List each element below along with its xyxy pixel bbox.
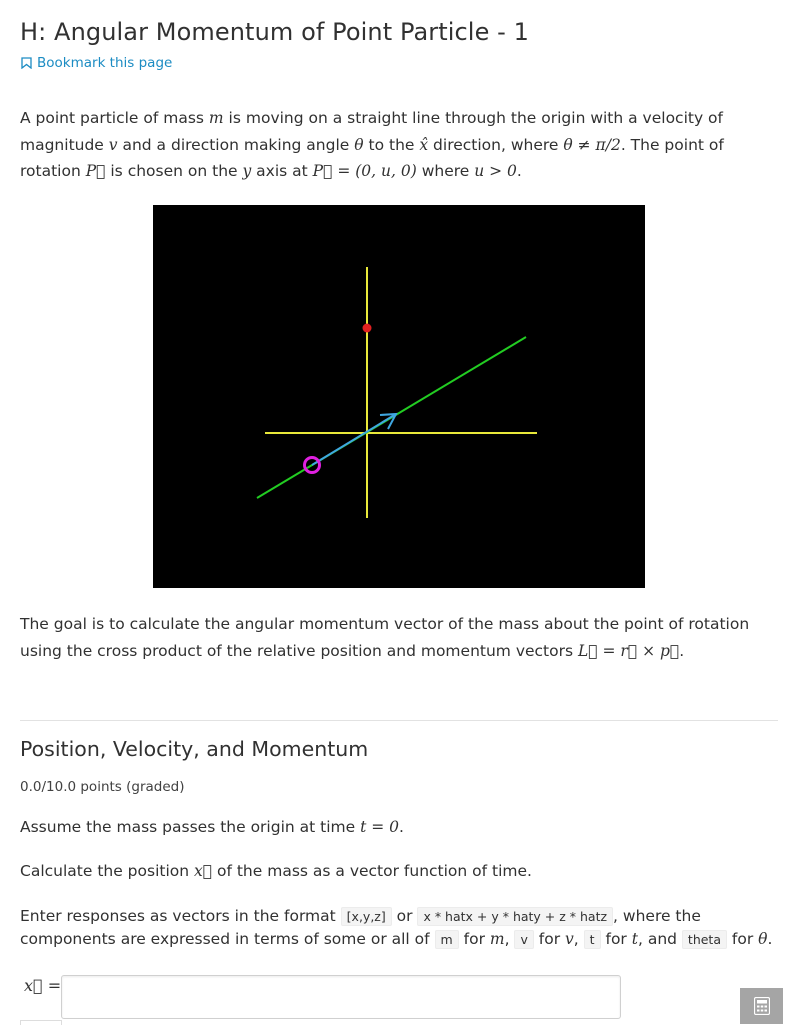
pivot-point	[363, 324, 372, 333]
format-code-hat: x * hatx + y * haty + z * hatz	[417, 907, 613, 926]
next-control-edge	[20, 1020, 62, 1025]
section-divider	[20, 720, 778, 721]
motion-diagram	[153, 205, 645, 588]
var-code-v: v	[514, 930, 533, 949]
var-code-m: m	[435, 930, 459, 949]
question-text: Calculate the position x⃗ of the mass as a vector function of time.	[20, 862, 532, 880]
bookmark-icon	[21, 57, 32, 69]
problem-heading: Position, Velocity, and Momentum	[20, 737, 369, 761]
bookmark-button[interactable]	[21, 55, 172, 71]
position-answer-input[interactable]	[61, 975, 621, 1019]
assumption-text: Assume the mass passes the origin at time t = 0.	[20, 818, 404, 836]
page-title: H: Angular Momentum of Point Particle - 1	[20, 18, 530, 46]
format-instructions: Enter responses as vectors in the format [x,y,z] or x * hatx + y * haty + z * hatz , where the components are expressed in terms of some or all of m for m, v for v, t for t, and theta for θ.	[20, 907, 773, 948]
format-code-bracket: [x,y,z]	[341, 907, 392, 926]
answer-label: x⃗ =	[24, 976, 62, 995]
bookmark-label: Bookmark this page	[37, 55, 173, 71]
points-status: 0.0/10.0 points (graded)	[20, 779, 185, 795]
var-code-theta: theta	[682, 930, 727, 949]
velocity-arrow	[312, 414, 396, 465]
calculator-button[interactable]	[740, 988, 783, 1024]
goal-text: The goal is to calculate the angular momentum vector of the mass about the point of rotation using the cross product of the relative position and momentum vectors L⃗ = r⃗ × p⃗.	[20, 615, 750, 660]
problem-intro: A point particle of mass m is moving on a straight line through the origin with a velocity of magnitude v and a direction making angle θ to the x̂ direction, where θ ≠ π/2. The point of rotation P⃗ is chosen on the y axis at P⃗ = (0, u, 0) where u > 0.	[20, 109, 724, 180]
calculator-icon	[754, 997, 770, 1015]
var-code-t: t	[584, 930, 601, 949]
